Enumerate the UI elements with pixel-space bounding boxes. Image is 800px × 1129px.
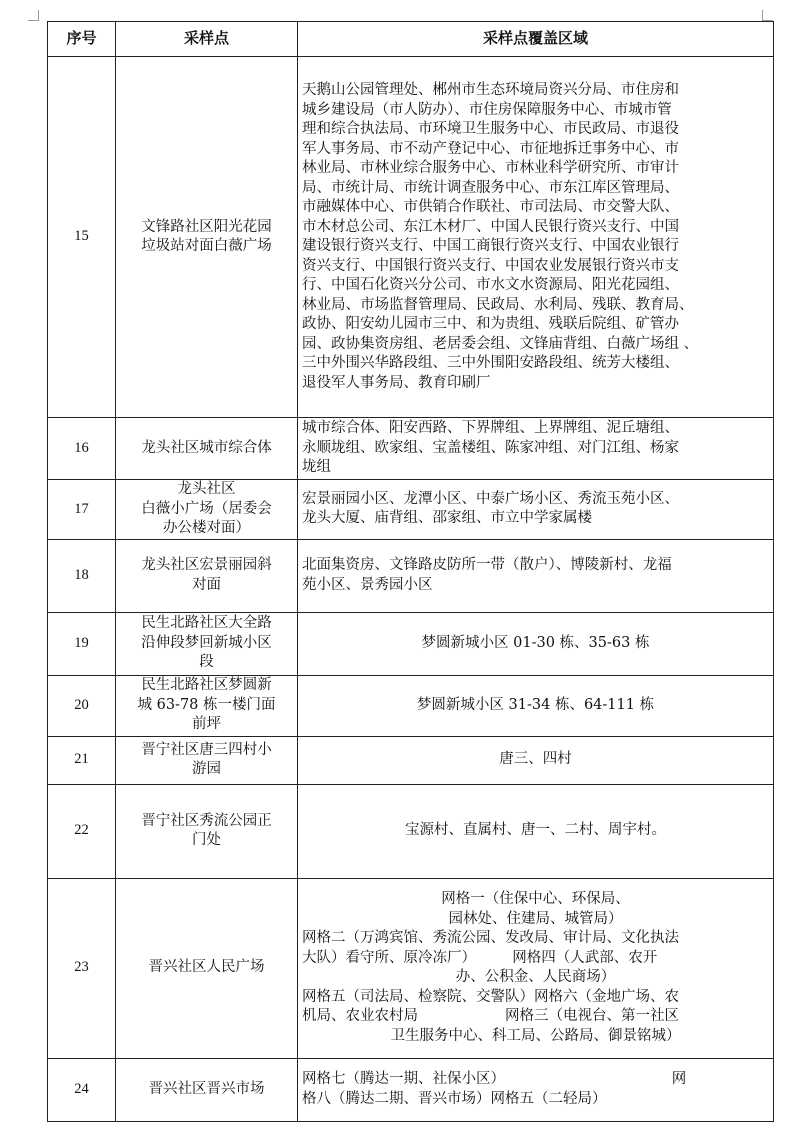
cell-sampling-point bbox=[116, 57, 298, 418]
table-row bbox=[48, 1058, 774, 1121]
sampling-point-line: 文锋路社区阳光花园 bbox=[141, 218, 272, 235]
sampling-point-line: 城 63-78 栋一楼门面 bbox=[137, 696, 276, 713]
cell-coverage-area bbox=[298, 480, 774, 540]
table-header-row bbox=[48, 22, 774, 57]
header-seq: 序号 bbox=[48, 22, 116, 57]
table-row bbox=[48, 57, 774, 418]
cell-coverage-area bbox=[298, 57, 774, 418]
coverage-line: 资兴支行、中国银行资兴支行、中国农业发展银行资兴市支 bbox=[302, 257, 679, 274]
coverage-line: 梦圆新城小区 31-34 栋、64-111 栋 bbox=[416, 696, 655, 713]
sampling-table bbox=[47, 21, 774, 1122]
cell-seq: 22 bbox=[48, 784, 116, 878]
coverage-line: 政协、阳安幼儿园市三中、和为贵组、残联后院组、矿管办 bbox=[302, 316, 679, 332]
table-row bbox=[48, 418, 774, 480]
coverage-line: 行、中国石化资兴分公司、市水文水资源局、阳光花园组、 bbox=[302, 277, 679, 293]
coverage-line: 三中外围兴华路段组、三中外围阳安路段组、统芳大楼组、 bbox=[302, 355, 679, 371]
cell-coverage-area bbox=[298, 736, 774, 784]
coverage-line: 梦圆新城小区 01-30 栋、35-63 栋 bbox=[421, 634, 650, 651]
coverage-line: 大队）看守所、原冷冻厂） 网格四（人武部、农开 bbox=[302, 949, 658, 966]
sampling-point-line: 白薇小广场（居委会 bbox=[141, 500, 272, 517]
cell-coverage-area bbox=[298, 539, 774, 612]
cell-sampling-point bbox=[116, 612, 298, 675]
sampling-point-line: 晋宁社区唐三四村小 bbox=[141, 741, 272, 758]
sampling-point-line: 龙头社区城市综合体 bbox=[141, 439, 272, 456]
coverage-line: 机局、农业农村局 网格三（电视台、第一社区 bbox=[302, 1008, 679, 1024]
coverage-line: 网格五（司法局、检察院、交警队）网格六（金地广场、农 bbox=[302, 988, 679, 1005]
coverage-line: 园、政协集资房组、老居委会组、文锋庙背组、白薇广场组 、 bbox=[302, 335, 699, 352]
sampling-point-line: 龙头社区宏景丽园斜 bbox=[141, 557, 272, 573]
page-corner-mark-left bbox=[28, 10, 39, 21]
header-point: 采样点 bbox=[116, 22, 298, 57]
coverage-line: 卫生服务中心、科工局、公路局、御景铭城） bbox=[390, 1027, 681, 1044]
cell-seq: 24 bbox=[48, 1058, 116, 1121]
coverage-line: 园林处、住建局、城管局） bbox=[448, 910, 623, 927]
cell-seq: 20 bbox=[48, 675, 116, 736]
coverage-line: 市融媒体中心、市供销合作联社、市司法局、市交警大队、 bbox=[302, 199, 679, 215]
cell-coverage-area bbox=[298, 418, 774, 480]
sampling-point-line: 垃圾站对面白薇广场 bbox=[141, 238, 272, 254]
header-area: 采样点覆盖区域 bbox=[298, 22, 774, 57]
cell-sampling-point bbox=[116, 878, 298, 1058]
sampling-point-line: 晋兴社区人民广场 bbox=[148, 959, 265, 976]
cell-sampling-point bbox=[116, 784, 298, 878]
table-row bbox=[48, 878, 774, 1058]
sampling-point-line: 对面 bbox=[192, 576, 221, 593]
coverage-line: 军人事务局、市不动产登记中心、市征地拆迁事务中心、市 bbox=[302, 140, 679, 157]
cell-seq: 16 bbox=[48, 418, 116, 480]
table-row bbox=[48, 784, 774, 878]
page-corner-mark-right bbox=[762, 10, 773, 21]
coverage-line: 网格一（住保中心、环保局、 bbox=[441, 891, 630, 907]
table-body bbox=[48, 57, 774, 1122]
table-row bbox=[48, 612, 774, 675]
coverage-line: 唐三、四村 bbox=[499, 751, 572, 768]
table-row bbox=[48, 675, 774, 736]
coverage-line: 北面集资房、文锋路皮防所一带（散户）、博陵新村、龙福 bbox=[302, 557, 672, 573]
table-row bbox=[48, 480, 774, 540]
coverage-line: 城市综合体、阳安西路、下界牌组、上界牌组、泥丘塘组、 bbox=[302, 420, 679, 437]
sampling-point-line: 龙头社区 bbox=[177, 481, 236, 497]
coverage-line: 龙头大厦、庙背组、邵家组、市立中学家属楼 bbox=[302, 510, 592, 527]
cell-seq: 19 bbox=[48, 612, 116, 675]
cell-coverage-area bbox=[298, 784, 774, 878]
coverage-line: 理和综合执法局、市环境卫生服务中心、市民政局、市退役 bbox=[302, 121, 679, 137]
coverage-line: 永顺垅组、欧家组、宝盖楼组、陈家冲组、对门江组、杨家 bbox=[302, 439, 679, 456]
coverage-line: 局、市统计局、市统计调查服务中心、市东江库区管理局、 bbox=[302, 179, 679, 196]
coverage-line: 宏景丽园小区、龙潭小区、中泰广场小区、秀流玉苑小区、 bbox=[302, 490, 679, 507]
coverage-line: 市木材总公司、东江木材厂、中国人民银行资兴支行、中国 bbox=[302, 218, 679, 235]
sampling-point-line: 沿伸段梦回新城小区 bbox=[141, 634, 272, 651]
cell-seq: 15 bbox=[48, 57, 116, 418]
sampling-point-line: 民生北路社区大全路 bbox=[141, 615, 272, 632]
cell-seq: 17 bbox=[48, 480, 116, 540]
cell-seq: 23 bbox=[48, 878, 116, 1058]
cell-sampling-point bbox=[116, 480, 298, 540]
coverage-line: 退役军人事务局、教育印刷厂 bbox=[302, 374, 491, 391]
cell-seq: 21 bbox=[48, 736, 116, 784]
cell-sampling-point bbox=[116, 418, 298, 480]
coverage-line: 林业局、市场监督管理局、民政局、水利局、残联、教育局、 bbox=[302, 296, 694, 313]
sampling-point-line: 办公楼对面） bbox=[163, 520, 250, 536]
coverage-line: 林业局、市林业综合服务中心、市林业科学研究所、市审计 bbox=[302, 160, 679, 176]
coverage-line: 苑小区、景秀园小区 bbox=[302, 576, 433, 593]
cell-coverage-area bbox=[298, 878, 774, 1058]
coverage-line: 垅组 bbox=[302, 459, 331, 476]
cell-coverage-area bbox=[298, 1058, 774, 1121]
cell-sampling-point bbox=[116, 736, 298, 784]
cell-sampling-point bbox=[116, 1058, 298, 1121]
coverage-line: 网格七（腾达一期、社保小区） 网 bbox=[302, 1071, 687, 1087]
coverage-line: 网格二（万鸿宾馆、秀流公园、发改局、审计局、文化执法 bbox=[302, 930, 679, 946]
cell-seq: 18 bbox=[48, 539, 116, 612]
coverage-line: 城乡建设局（市人防办）、市住房保障服务中心、市城市管 bbox=[302, 101, 672, 118]
sampling-point-line: 晋宁社区秀流公园正 bbox=[141, 812, 272, 829]
cell-sampling-point bbox=[116, 539, 298, 612]
sampling-point-line: 门处 bbox=[192, 832, 221, 848]
sampling-point-line: 晋兴社区晋兴市场 bbox=[148, 1080, 265, 1097]
sampling-point-line: 游园 bbox=[192, 761, 221, 777]
sampling-point-line: 民生北路社区梦圆新 bbox=[141, 677, 272, 694]
sampling-point-line: 段 bbox=[199, 654, 214, 671]
coverage-line: 宝源村、直属村、唐一、二村、周宇村。 bbox=[405, 822, 666, 839]
sampling-point-line: 前坪 bbox=[192, 716, 221, 733]
table-row bbox=[48, 539, 774, 612]
coverage-line: 办、公积金、人民商场） bbox=[455, 969, 616, 985]
coverage-line: 建设银行资兴支行、中国工商银行资兴支行、中国农业银行 bbox=[302, 238, 679, 254]
cell-coverage-area bbox=[298, 612, 774, 675]
table-row bbox=[48, 736, 774, 784]
coverage-line: 格八（腾达二期、晋兴市场）网格五（二轻局） bbox=[302, 1090, 607, 1107]
coverage-line: 天鹅山公园管理处、郴州市生态环境局资兴分局、市住房和 bbox=[302, 82, 679, 98]
cell-sampling-point bbox=[116, 675, 298, 736]
cell-coverage-area bbox=[298, 675, 774, 736]
